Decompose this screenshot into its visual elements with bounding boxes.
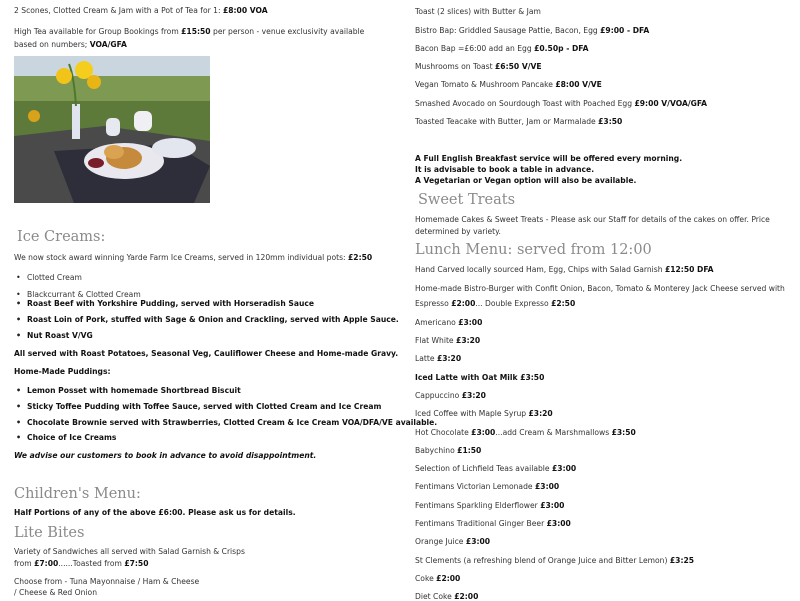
- pudding-item-2: • Sticky Toffee Pudding with Toffee Sauce, served with Clotted Cream and Ice Cream: [27, 402, 381, 411]
- drink-price: £3:25: [669, 556, 695, 565]
- high-tea-pre: High Tea available for Group Bookings from: [14, 27, 182, 36]
- scones-tea-photo: [14, 56, 210, 203]
- drink-item: [415, 446, 481, 455]
- roast-item-3: • Nut Roast V/VG: [27, 331, 93, 340]
- pudding-item-3: • Chocolate Brownie served with Strawberries, Clotted Cream & Ice Cream VOA/DFA/VE available.: [27, 418, 437, 427]
- breakfast-item-price: £0.50p - DFA: [534, 44, 589, 53]
- photo-image: [14, 56, 210, 203]
- lunch-burger-text: Home-made Bistro-Burger with Confit Onion, Bacon, Tomato & Monterey Jack Cheese served with: [415, 284, 785, 293]
- lunch-ham: [415, 265, 714, 274]
- high-tea-post: per person - venue exclusivity available based on numbers;: [14, 27, 365, 49]
- lunch-ham-price: £12:50 DFA: [664, 265, 714, 274]
- breakfast-item: [415, 44, 589, 53]
- drink-item: [415, 482, 559, 491]
- drink-extra-price: £3:50: [611, 428, 636, 437]
- drink-text: Fentimans Victorian Lemonade: [415, 482, 535, 491]
- lunch-burger: [415, 283, 785, 295]
- drink-price: £3:00: [465, 537, 491, 546]
- drink-item: [415, 428, 636, 437]
- breakfast-item: [415, 7, 541, 16]
- lite-prices-mid: ......Toasted from: [58, 559, 125, 568]
- drink-text: Americano: [415, 318, 459, 327]
- high-tea-tag: VOA/GFA: [89, 40, 127, 49]
- drink-item: [415, 574, 460, 583]
- drink-text: Iced Latte with Oat Milk: [415, 373, 521, 382]
- drink-price: £1:50: [457, 446, 482, 455]
- breakfast-note-1: A Full English Breakfast service will be offered every morning.: [415, 154, 683, 163]
- drink-item: [415, 501, 564, 510]
- sweet-treats-heading: Sweet Treats: [418, 192, 516, 208]
- roast-served-note: All served with Roast Potatoes, Seasonal Veg, Cauliflower Cheese and Home-made Gravy.: [14, 349, 399, 358]
- drink-text: Hot Chocolate: [415, 428, 472, 437]
- breakfast-item-price: £6:50 V/VE: [495, 62, 542, 71]
- drink-text: Diet Coke: [415, 592, 455, 601]
- pudding-item-1: • Lemon Posset with homemade Shortbread Biscuit: [27, 386, 241, 395]
- drink-extra-text: ...add Cream & Marshmallows: [495, 428, 612, 437]
- drink-text: Latte: [415, 354, 437, 363]
- drink-price: £3:20: [528, 409, 553, 418]
- drink-item: [415, 519, 571, 528]
- breakfast-item-price: £9:00 - DFA: [600, 26, 650, 35]
- drink-price: £2:00: [454, 592, 479, 601]
- ice-item-1: • Clotted Cream: [27, 273, 82, 282]
- scones-line: [14, 6, 268, 15]
- double-espresso-text: ... Double Expresso: [475, 299, 552, 308]
- drink-item: [415, 318, 482, 327]
- high-tea-price: £15:50: [181, 27, 211, 36]
- drink-item: [415, 464, 576, 473]
- drink-text: Flat White: [415, 336, 457, 345]
- drink-text: Fentimans Traditional Ginger Beer: [415, 519, 547, 528]
- drink-price: £3:00: [552, 464, 577, 473]
- drink-text: Babychino: [415, 446, 458, 455]
- puddings-heading: Home-Made Puddings:: [14, 367, 111, 376]
- ice-intro-text: We now stock award winning Yarde Farm Ice Creams, served in 120mm individual pots:: [14, 253, 348, 262]
- drink-price: £3:50: [520, 373, 545, 382]
- lite-bites-heading: Lite Bites: [14, 525, 85, 541]
- breakfast-item-text: Toast (2 slices) with Butter & Jam: [415, 7, 541, 16]
- drink-item: [415, 354, 461, 363]
- breakfast-item: [415, 62, 542, 71]
- sweet-treats-text: Homemade Cakes & Sweet Treats - Please ask our Staff for details of the cakes on offer. Price determined by variety.: [415, 215, 770, 236]
- espresso-price: £2:00: [451, 299, 476, 308]
- drink-price: £3:00: [535, 482, 560, 491]
- double-espresso-price: £2:50: [551, 299, 576, 308]
- breakfast-item-text: Vegan Tomato & Mushroom Pancake: [415, 80, 556, 89]
- breakfast-note-2: It is advisable to book a table in advance.: [415, 165, 595, 174]
- ice-creams-heading: Ice Creams:: [17, 229, 106, 245]
- drink-item: [415, 537, 490, 546]
- drink-text: Orange Juice: [415, 537, 466, 546]
- drink-text: Iced Coffee with Maple Syrup: [415, 409, 529, 418]
- drink-text: Coke: [415, 574, 437, 583]
- breakfast-item-text: Smashed Avocado on Sourdough Toast with Poached Egg: [415, 99, 635, 108]
- breakfast-item: [415, 117, 622, 126]
- drink-item: [415, 336, 480, 345]
- drink-item: [415, 373, 544, 382]
- drink-item: [415, 391, 486, 400]
- choose-line-2: / Cheese & Red Onion: [14, 588, 98, 597]
- drink-price: £2:00: [436, 574, 461, 583]
- drink-price: £3:20: [436, 354, 462, 363]
- drink-price: £3:00: [458, 318, 483, 327]
- espresso-text: Espresso: [415, 299, 452, 308]
- scones-price: £8:00 VOA: [222, 6, 268, 15]
- lite-sandwiches: Variety of Sandwiches all served with Salad Garnish & Crisps: [14, 547, 245, 556]
- drink-text: Cappuccino: [415, 391, 462, 400]
- breakfast-item-price: £3:50: [598, 117, 623, 126]
- choose-line-1: Choose from - Tuna Mayonnaise / Ham & Cheese: [14, 577, 200, 586]
- childrens-menu-text: Half Portions of any of the above £6:00. Please ask us for details.: [14, 508, 296, 517]
- lunch-ham-text: Hand Carved locally sourced Ham, Egg, Chips with Salad Garnish: [415, 265, 665, 274]
- breakfast-item: [415, 99, 707, 108]
- breakfast-item-text: Bacon Bap =£6:00 add an Egg: [415, 44, 535, 53]
- lite-price-2: £7:50: [124, 559, 149, 568]
- scones-text: 2 Scones, Clotted Cream & Jam with a Pot of Tea for 1:: [14, 6, 223, 15]
- roast-item-2: • Roast Loin of Pork, stuffed with Sage & Onion and Crackling, served with Apple Sauce.: [27, 315, 399, 324]
- lite-prices: [14, 559, 149, 568]
- breakfast-item-price: £9:00 V/VOA/GFA: [634, 99, 708, 108]
- lunch-menu-heading: Lunch Menu: served from 12:00: [415, 242, 652, 258]
- ice-intro: [14, 253, 372, 262]
- advise-note: We advise our customers to book in advance to avoid disappointment.: [14, 451, 317, 460]
- espresso-line: [415, 299, 579, 308]
- drink-text: Selection of Lichfield Teas available: [415, 464, 553, 473]
- drink-text: St Clements (a refreshing blend of Orange Juice and Bitter Lemon): [415, 556, 670, 565]
- breakfast-item-text: Bistro Bap: Griddled Sausage Pattie, Bacon, Egg: [415, 26, 601, 35]
- drink-item: [415, 409, 553, 418]
- drink-item: [415, 556, 694, 565]
- drink-price: £3:00: [540, 501, 565, 510]
- breakfast-item-text: Mushrooms on Toast: [415, 62, 496, 71]
- drink-price: £3:20: [456, 336, 481, 345]
- pudding-item-4: • Choice of Ice Creams: [27, 433, 116, 442]
- drink-price: £3:00: [546, 519, 571, 528]
- ice-item-2: • Blackcurrant & Clotted Cream: [27, 290, 141, 299]
- breakfast-note-3: A Vegetarian or Vegan option will also be available.: [415, 176, 637, 185]
- high-tea-line: [14, 25, 389, 51]
- drink-text: Fentimans Sparkling Elderflower: [415, 501, 541, 510]
- drink-price: £3:20: [461, 391, 486, 400]
- breakfast-item-text: Toasted Teacake with Butter, Jam or Marmalade: [415, 117, 599, 126]
- breakfast-item-price: £8:00 V/VE: [555, 80, 602, 89]
- drink-price: £3:00: [471, 428, 496, 437]
- childrens-menu-heading: Children's Menu:: [14, 486, 141, 502]
- lite-price-1: £7:00: [34, 559, 59, 568]
- roast-item-1: • Roast Beef with Yorkshire Pudding, served with Horseradish Sauce: [27, 299, 314, 308]
- ice-intro-price: £2:50: [348, 253, 373, 262]
- breakfast-item: [415, 80, 602, 89]
- breakfast-item: [415, 26, 649, 35]
- lite-prices-pre: from: [14, 559, 35, 568]
